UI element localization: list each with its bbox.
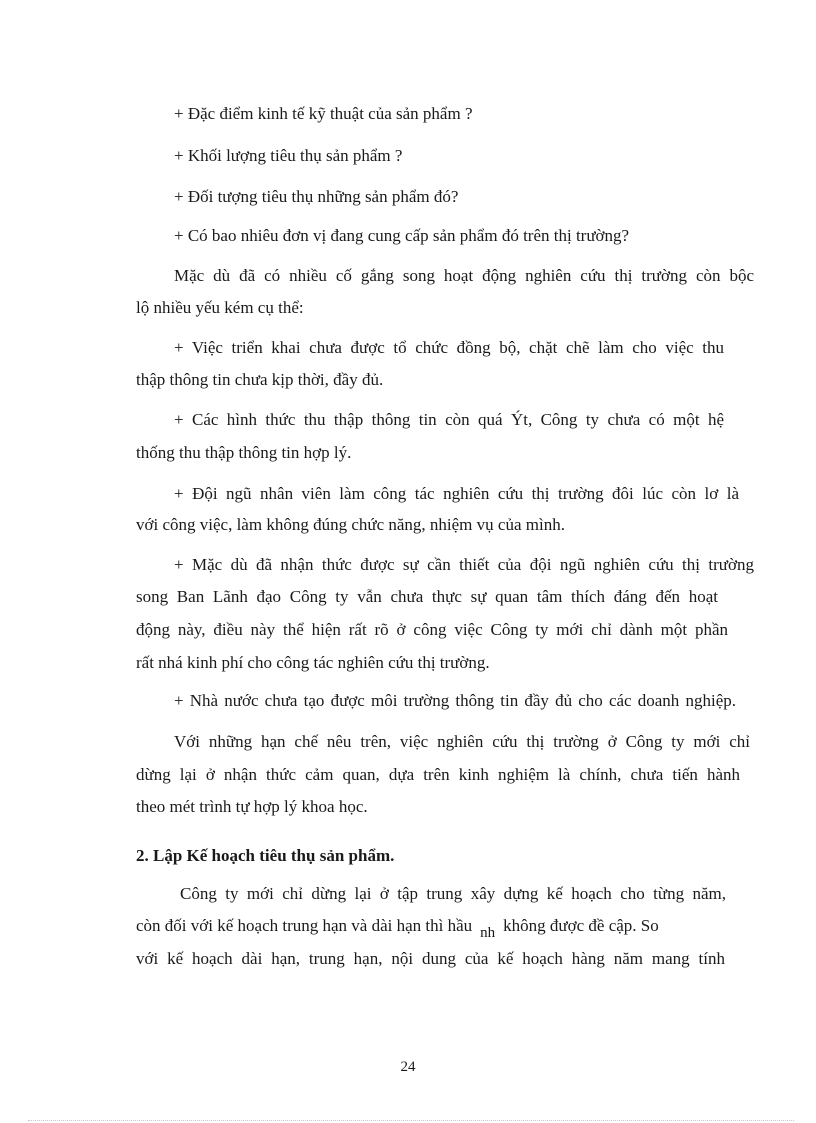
paragraph-line: rất nhá kinh phí cho công tác nghiên cứu thị trường.	[136, 653, 490, 672]
bullet-line: + Mặc dù đã nhận thức được sự cần thiết của đội ngũ nghiên cứu thị trường	[174, 555, 754, 574]
paragraph-line: Công ty mới chỉ dừng lại ở tập trung xây dựng kế hoạch cho từng năm,	[180, 884, 726, 903]
paragraph-line: thập thông tin chưa kịp thời, đầy đủ.	[136, 370, 384, 389]
subscript-fragment: nh	[480, 925, 496, 941]
line-text-end: không được đề cập. So	[503, 916, 659, 935]
page-number: 24	[400, 1059, 416, 1075]
paragraph-line: song Ban Lãnh đạo Công ty vẫn chưa thực sự quan tâm thích đáng đến hoạt	[136, 587, 718, 606]
paragraph-line: theo mét trình tự hợp lý khoa học.	[136, 797, 368, 816]
paragraph-line	[136, 915, 732, 944]
bullet-line: + Đối tượng tiêu thụ những sản phẩm đó?	[174, 187, 459, 206]
bullet-line: + Có bao nhiêu đơn vị đang cung cấp sản phẩm đó trên thị trường?	[174, 226, 630, 245]
bullet-line: + Đặc điểm kinh tế kỹ thuật của sản phẩm ?	[174, 104, 473, 123]
bullet-line: + Nhà nước chưa tạo được môi trường thông tin đầy đủ cho các doanh nghiệp.	[174, 691, 736, 710]
paragraph-line: dừng lại ở nhận thức cảm quan, dựa trên kinh nghiệm là chính, chưa tiến hành	[136, 765, 740, 784]
paragraph-line: thống thu thập thông tin hợp lý.	[136, 443, 352, 462]
bullet-line: + Việc triển khai chưa được tổ chức đồng bộ, chặt chẽ làm cho việc thu	[174, 338, 724, 357]
bullet-line: + Các hình thức thu thập thông tin còn quá Ýt, Công ty chưa có một hệ	[174, 410, 724, 429]
paragraph-line: với kế hoạch dài hạn, trung hạn, nội dung của kế hoạch hàng năm mang tính	[136, 949, 725, 968]
paragraph-line: lộ nhiều yếu kém cụ thể:	[136, 298, 304, 317]
line-text-start: còn đối với kế hoạch trung hạn và dài hạn thì hầu	[136, 916, 473, 935]
section-heading: 2. Lập Kế hoạch tiêu thụ sản phẩm.	[136, 846, 395, 865]
paragraph-line: Với những hạn chế nêu trên, việc nghiên cứu thị trường ở Công ty mới chỉ	[174, 732, 750, 751]
bullet-line: + Khối lượng tiêu thụ sản phẩm ?	[174, 146, 403, 165]
paragraph-line: động này, điều này thể hiện rất rõ ở công việc Công ty mới chỉ dành một phần	[136, 620, 728, 639]
paragraph-line: Mặc dù đã có nhiều cố gắng song hoạt động nghiên cứu thị trường còn bộc	[174, 266, 754, 285]
bottom-dotted-rule	[28, 1120, 794, 1121]
bullet-line: + Đội ngũ nhân viên làm công tác nghiên cứu thị trường đôi lúc còn lơ là	[174, 484, 739, 503]
paragraph-line: với công việc, làm không đúng chức năng, nhiệm vụ của mình.	[136, 515, 565, 534]
